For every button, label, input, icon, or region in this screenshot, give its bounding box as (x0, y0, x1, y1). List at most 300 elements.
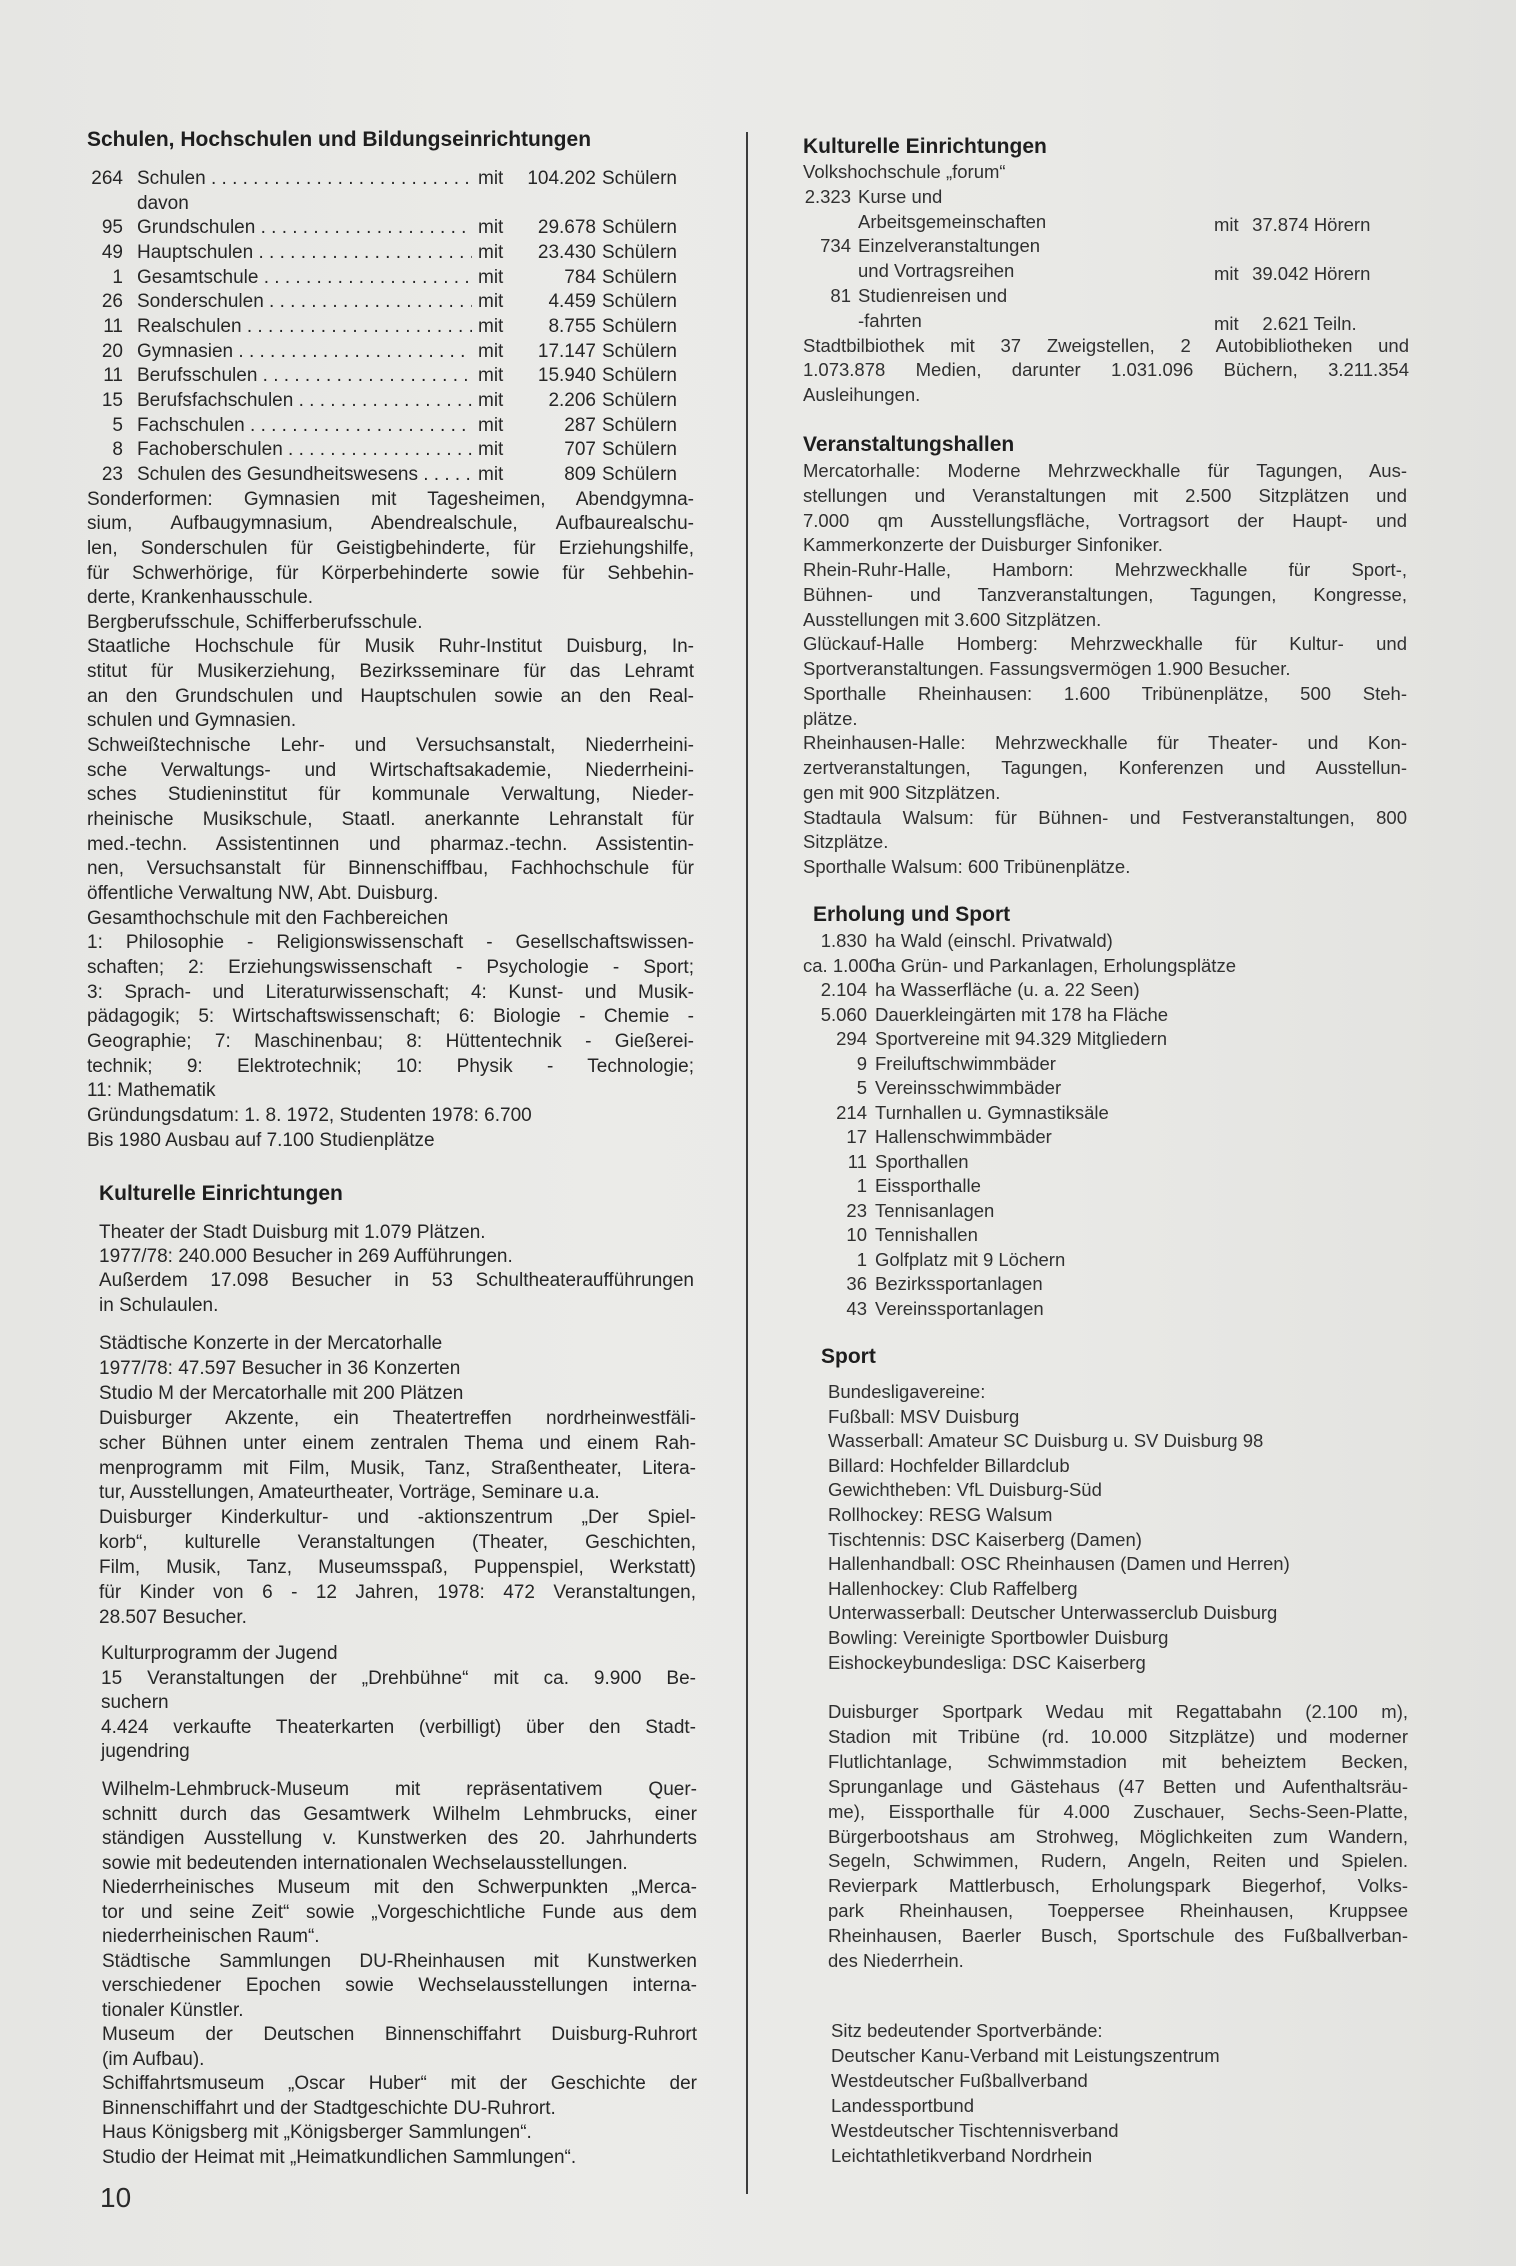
unit-label: Schülern (602, 315, 677, 337)
recreation-count: 214 (836, 1101, 867, 1123)
text-line: Film, Musik, Tanz, Museumsspaß, Puppenspiel, Werkstatt) (99, 1557, 696, 1579)
recreation-label: Sporthallen (875, 1150, 969, 1172)
text-line: Städtische Konzerte in der Mercatorhalle (99, 1333, 443, 1354)
text-line: Stadtaula Walsum: für Bühnen- und Festveranstaltungen, 800 (803, 806, 1407, 828)
school-row (87, 463, 694, 488)
paragraph (803, 731, 1407, 805)
recreation-item (803, 1272, 1407, 1297)
text-line: suchern (101, 1692, 169, 1714)
text-line: öffentliche Verwaltung NW, Abt. Duisburg. (87, 883, 439, 905)
text-line: tur, Ausstellungen, Amateurtheater, Vorträge, Seminare u.a. (99, 1482, 600, 1504)
paragraph (87, 635, 694, 734)
section-heading-recreation: Erholung und Sport (813, 903, 1011, 926)
text-line: Gründungsdatum: 1. 8. 1972, Studenten 1978: 6.700 (87, 1104, 532, 1126)
recreation-item (803, 1223, 1407, 1248)
paragraph (803, 682, 1407, 732)
text-line: Duisburger Akzente, ein Theatertreffen nordrheinwestfäli- (99, 1407, 696, 1429)
mit-label: mit (478, 168, 504, 189)
student-count: 8.755 (548, 315, 596, 337)
text-line: Sitzplätze. (803, 831, 889, 853)
text-line: zertveranstaltungen, Tagungen, Konferenzen und Ausstellun- (803, 757, 1407, 778)
vhs-unit: Hörern (1313, 213, 1371, 235)
text-line: schnitt durch das Gesamtwerk Wilhelm Lehmbrucks, einer (102, 1803, 697, 1825)
vhs-block (803, 160, 1409, 408)
paragraph (803, 558, 1407, 632)
school-row (87, 389, 694, 414)
text-line: Wasserball: Amateur SC Duisburg u. SV Duisburg 98 (828, 1430, 1264, 1452)
text-line: verschiedener Epochen sowie Wechselausstellungen interna- (102, 1975, 697, 1996)
recreation-label: Tennishallen (875, 1224, 978, 1245)
recreation-label: Tennisanlagen (875, 1199, 995, 1221)
text-line: Städtische Sammlungen DU-Rheinhausen mit Kunstwerken (102, 1950, 697, 1972)
unit-label: Schülern (602, 340, 677, 362)
page-number: 10 (100, 2182, 132, 2213)
school-row (87, 340, 694, 365)
paragraph (803, 459, 1407, 558)
text-line: 1977/78: 240.000 Besucher in 269 Aufführungen. (99, 1246, 513, 1268)
text-line: Hallenhandball: OSC Rheinhausen (Damen und Herren) (828, 1553, 1290, 1575)
text-line: Bühnen- und Tanzveranstaltungen, Tagungen, Kongresse, (803, 583, 1407, 605)
text-line: 1: Philosophie - Religionswissenschaft - Gesellschaftswissen- (87, 932, 694, 954)
recreation-item (803, 1297, 1407, 1322)
text-line: Ausstellungen mit 3.600 Sitzplätzen. (803, 608, 1102, 630)
text-line: Stadion mit Tribüne (rd. 10.000 Sitzplätze) und moderner (828, 1725, 1408, 1747)
text-line: 1.073.878 Medien, darunter 1.031.096 Büchern, 3.211.354 (803, 359, 1409, 381)
vhs-unit: Hörern (1313, 263, 1371, 285)
paragraph (101, 1642, 696, 1667)
paragraph (87, 907, 694, 932)
text-line: med.-techn. Assistentinnen und pharmaz.-techn. Assistentin- (87, 833, 694, 855)
text-line: für Kinder von 6 - 12 Jahren, 1978: 472 Veranstaltungen, (99, 1582, 696, 1604)
text-line: schaften; 2: Erziehungswissenschaft - Psychologie - Sport; (87, 957, 694, 978)
text-line: Sprunganlage und Gästehaus (47 Betten und Aufenthaltsräu- (828, 1775, 1408, 1797)
recreation-count: 23 (846, 1199, 867, 1221)
text-line: jugendring (101, 1741, 190, 1763)
text-line: 11: Mathematik (87, 1080, 216, 1102)
recreation-count: 2.104 (820, 979, 867, 1000)
text-line: Glückauf-Halle Homberg: Mehrzweckhalle für Kultur- und (803, 633, 1407, 655)
clubs-block (828, 1380, 1408, 1675)
text-line: pädagogik; 5: Wirtschaftswissenschaft; 6: Biologie - Chemie - (87, 1006, 694, 1028)
school-count: 23 (101, 463, 123, 485)
text-line: 1977/78: 47.597 Besucher in 36 Konzerten (99, 1357, 461, 1379)
recreation-item (803, 978, 1407, 1003)
school-type: Realschulen . . . (123, 315, 472, 340)
text-line: sowie mit bedeutenden internationalen Wechselausstellungen. (102, 1852, 628, 1874)
school-count: 264 (91, 168, 123, 189)
paragraph (831, 2043, 1407, 2068)
text-line: Hallenhockey: Club Raffelberg (828, 1577, 1078, 1599)
schools-section (87, 167, 694, 1153)
text-line: Bowling: Vereinigte Sportbowler Duisburg (828, 1626, 1169, 1648)
unit-label: Schülern (602, 266, 677, 288)
text-line: korb“, kulturelle Veranstaltungen (Theater, Geschichten, (99, 1532, 696, 1554)
section-heading-schools: Schulen, Hochschulen und Bildungseinrichtungen (87, 128, 592, 151)
text-line: Schiffahrtsmuseum „Oscar Huber“ mit der Geschichte der (102, 2073, 697, 2094)
text-line: scher Bühnen unter einem zentralen Thema und einem Rah- (99, 1432, 696, 1454)
text-line: rheinische Musikschule, Staatl. anerkannte Lehranstalt für (87, 809, 694, 831)
text-line: plätze. (803, 707, 858, 729)
school-type: Gymnasien . . . (123, 340, 472, 365)
text-line: 15 Veranstaltungen der „Drehbühne“ mit ca. 9.900 Be- (101, 1667, 696, 1689)
text-line: 7.000 qm Ausstellungsfläche, Vortragsort der Haupt- und (803, 509, 1407, 531)
text-line: Binnenschiffahrt und der Stadtgeschichte DU-Ruhrort. (102, 2097, 556, 2119)
vhs-unit: Teiln. (1313, 312, 1357, 334)
vhs-count: 81 (830, 284, 851, 306)
text-line: Sonderformen: Gymnasien mit Tagesheimen, Abendgymna- (87, 488, 694, 510)
paragraph (87, 611, 694, 636)
school-row (87, 438, 694, 463)
paragraph (101, 1667, 696, 1716)
recreation-count: 294 (836, 1028, 867, 1049)
text-line: Segeln, Schwimmen, Rudern, Angeln, Reiten und Spielen. (828, 1850, 1408, 1872)
text-line: Schweißtechnische Lehr- und Versuchsanstalt, Niederrheini- (87, 735, 694, 757)
vhs-row (803, 234, 1409, 284)
text-line: Rheinhausen-Halle: Mehrzweckhalle für Theater- und Kon- (803, 732, 1407, 754)
school-type: Hauptschulen . . . (123, 241, 472, 266)
paragraph (87, 931, 694, 1104)
recreation-label: Hallenschwimmbäder (875, 1126, 1052, 1147)
vhs-count: 734 (820, 235, 851, 257)
federations-block (831, 2018, 1407, 2168)
student-count: 23.430 (537, 241, 596, 263)
paragraph (87, 734, 694, 907)
unit-label: Schülern (602, 414, 677, 436)
davon-label: davon (137, 192, 189, 214)
museums-block (102, 1778, 697, 2170)
paragraph (102, 2072, 697, 2121)
unit-label: Schülern (602, 365, 677, 387)
mit-label: mit (478, 217, 504, 239)
paragraph (828, 1478, 1408, 1503)
text-line: an den Grundschulen und Hauptschulen sowie an den Real- (87, 685, 694, 707)
mit-label: mit (478, 266, 504, 288)
school-type: Sonderschulen . . . (123, 290, 472, 315)
paragraph (803, 855, 1407, 880)
paragraph (102, 1950, 697, 2024)
student-count: 287 (564, 414, 596, 436)
recreation-item (803, 1003, 1407, 1028)
school-count: 8 (112, 439, 123, 461)
mit-label: mit (478, 340, 504, 362)
mit-label: mit (1214, 312, 1239, 334)
school-type: Schulen . . . (123, 167, 472, 192)
recreation-count: 5.060 (820, 1003, 867, 1025)
text-line: Studio M der Mercatorhalle mit 200 Plätzen (99, 1382, 464, 1404)
paragraph (87, 488, 694, 611)
paragraph (831, 2093, 1407, 2118)
unit-label: Schülern (602, 217, 677, 239)
text-line: Leichtathletikverband Nordrhein (831, 2145, 1093, 2166)
vhs-label: Kurse und (858, 185, 943, 207)
text-line: len, Sonderschulen für Geistigbehinderte, für Erziehungshilfe, (87, 537, 694, 559)
sportpark-block (828, 1700, 1408, 1974)
paragraph (102, 1778, 697, 1876)
recreation-count: 1 (856, 1248, 867, 1270)
recreation-count: 43 (846, 1297, 867, 1319)
recreation-label: Sportvereine mit 94.329 Mitgliedern (875, 1028, 1168, 1049)
text-line: Bundesligavereine: (828, 1381, 986, 1402)
paragraph (99, 1245, 694, 1269)
school-row (87, 266, 694, 291)
paragraph (828, 1700, 1408, 1974)
paragraph (828, 1577, 1408, 1602)
paragraph (99, 1382, 696, 1407)
text-line: sche Verwaltungs- und Wirtschaftsakademie, Niederrheini- (87, 759, 694, 781)
mit-label: mit (478, 389, 504, 411)
recreation-label: Turnhallen u. Gymnastiksäle (875, 1101, 1109, 1123)
text-line: Westdeutscher Tischtennisverband (831, 2120, 1119, 2141)
paragraph (87, 1104, 694, 1129)
paragraph (831, 2068, 1407, 2093)
text-line: Ausleihungen. (803, 384, 921, 406)
recreation-label: ha Grün- und Parkanlagen, Erholungsplätze (875, 954, 1236, 976)
text-line: Rhein-Ruhr-Halle, Hamborn: Mehrzweckhalle für Sport-, (803, 559, 1407, 580)
text-line: sium, Aufbaugymnasium, Abendrealschule, Aufbaurealschu- (87, 513, 694, 535)
paragraph (102, 2023, 697, 2072)
vhs-label-continued: -fahrten (858, 309, 922, 331)
paragraph (99, 1506, 696, 1631)
text-line: Wilhelm-Lehmbruck-Museum mit repräsentativem Quer- (102, 1779, 697, 1800)
paragraph (803, 806, 1407, 856)
school-count: 15 (101, 389, 123, 411)
text-line: Kammerkonzerte der Duisburger Sinfoniker. (803, 534, 1163, 556)
text-line: Geographie; 7: Maschinenbau; 8: Hüttentechnik - Gießerei- (87, 1030, 694, 1052)
student-count: 784 (564, 266, 596, 288)
school-type: Fachschulen . . . (123, 414, 472, 439)
school-row (87, 167, 694, 192)
school-count: 11 (103, 315, 123, 337)
paragraph (828, 1503, 1408, 1528)
unit-label: Schülern (602, 463, 677, 485)
recreation-count: 9 (856, 1052, 867, 1074)
text-line: Niederrheinisches Museum mit den Schwerpunkten „Merca- (102, 1877, 697, 1898)
recreation-count: 11 (847, 1150, 867, 1172)
text-line: Staatliche Hochschule für Musik Ruhr-Institut Duisburg, In- (87, 636, 694, 658)
school-type: Grundschulen . . . (123, 216, 472, 241)
paragraph (828, 1429, 1408, 1454)
recreation-item (803, 954, 1407, 979)
recreation-item (803, 1174, 1407, 1199)
text-line: nen, Versuchsanstalt für Binnenschiffbau, Fachhochschule für (87, 858, 694, 880)
vhs-row (803, 185, 1409, 235)
youth-program-block (101, 1642, 696, 1765)
student-count: 2.206 (548, 389, 596, 411)
unit-label: Schülern (602, 168, 677, 189)
text-line: in Schulaulen. (99, 1294, 219, 1316)
text-line: Fußball: MSV Duisburg (828, 1405, 1020, 1427)
paragraph (102, 1876, 697, 1950)
text-line: Unterwasserball: Deutscher Unterwasserclub Duisburg (828, 1602, 1278, 1624)
recreation-label: Freiluftschwimmbäder (875, 1052, 1056, 1074)
vhs-label: Einzelveranstaltungen (858, 235, 1041, 257)
school-row (87, 364, 694, 389)
recreation-count: 5 (856, 1077, 867, 1098)
mit-label: mit (478, 365, 504, 387)
column-divider (746, 132, 748, 2194)
text-line: Duisburger Sportpark Wedau mit Regattabahn (2.100 m), (828, 1701, 1408, 1722)
text-line: Sitz bedeutender Sportverbände: (831, 2020, 1103, 2041)
paragraph (828, 1552, 1408, 1577)
paragraph (828, 1626, 1408, 1651)
schools-table (87, 167, 694, 488)
text-line: Tischtennis: DSC Kaiserberg (Damen) (828, 1528, 1142, 1550)
paragraph (99, 1221, 694, 1245)
recreation-label: Dauerkleingärten mit 178 ha Fläche (875, 1003, 1169, 1025)
mit-label: mit (478, 315, 504, 337)
text-line: sches Studieninstitut für kommunale Verwaltung, Nieder- (87, 784, 694, 806)
school-type: Berufsfachschulen . . . (123, 389, 472, 414)
paragraph (101, 1716, 696, 1765)
mit-label: mit (478, 241, 504, 263)
text-line: 28.507 Besucher. (99, 1606, 247, 1628)
text-line: für Schwerhörige, für Körperbehinderte sowie für Sehbehin- (87, 562, 694, 584)
school-type: Schulen des Gesundheitswesens . . . (123, 463, 472, 488)
recreation-label: Bezirkssportanlagen (875, 1273, 1043, 1294)
text-line: Stadtbilbiothek mit 37 Zweigstellen, 2 Autobibliotheken und (803, 334, 1409, 356)
vhs-count: 2.323 (804, 185, 851, 207)
mit-label: mit (478, 291, 504, 313)
text-line: Bürgerbootshaus am Strohweg, Möglichkeiten zum Wandern, (828, 1825, 1408, 1847)
library-paragraph (803, 334, 1409, 408)
paragraph (99, 1269, 694, 1317)
school-count: 1 (112, 266, 123, 288)
unit-label: Schülern (602, 241, 677, 263)
text-line: Sporthalle Walsum: 600 Tribünenplätze. (803, 856, 1131, 877)
text-line: Bis 1980 Ausbau auf 7.100 Studienplätze (87, 1129, 435, 1151)
text-line: stellungen und Veranstaltungen mit 2.500 Sitzplätzen und (803, 484, 1407, 506)
school-count: 49 (101, 241, 123, 263)
text-line: ständigen Ausstellung v. Kunstwerken des 20. Jahrhunderts (102, 1828, 697, 1849)
student-count: 809 (564, 463, 596, 485)
recreation-count: ca. 1.000 (803, 954, 880, 976)
unit-label: Schülern (602, 439, 677, 461)
unit-label: Schülern (602, 291, 677, 313)
text-line: Bergberufsschule, Schifferberufsschule. (87, 611, 423, 633)
text-line: Studio der Heimat mit „Heimatkundlichen Sammlungen“. (102, 2146, 577, 2168)
paragraph (803, 632, 1407, 682)
recreation-item (803, 1076, 1407, 1101)
paragraph (102, 2146, 697, 2171)
school-count: 5 (112, 414, 123, 436)
school-row (87, 241, 694, 266)
recreation-label: ha Wald (einschl. Privatwald) (875, 930, 1113, 951)
text-line: stitut für Musikerziehung, Bezirksseminare für das Lehramt (87, 661, 694, 683)
recreation-list (803, 929, 1407, 1321)
paragraph (828, 1528, 1408, 1553)
unit-label: Schülern (602, 389, 677, 411)
text-line: Revierpark Mattlerbusch, Erholungspark Biegerhof, Volks- (828, 1875, 1408, 1897)
section-heading-culture-left: Kulturelle Einrichtungen (99, 1182, 343, 1205)
text-line: schulen und Gymnasien. (87, 710, 297, 732)
text-line: Museum der Deutschen Binnenschiffahrt Duisburg-Ruhrort (102, 2024, 697, 2045)
text-line: Rollhockey: RESG Walsum (828, 1503, 1053, 1525)
mit-label: mit (1214, 263, 1239, 285)
vhs-row (803, 284, 1409, 334)
text-line: technik; 9: Elektrotechnik; 10: Physik - Technologie; (87, 1055, 694, 1077)
text-line: Westdeutscher Fußballverband (831, 2070, 1088, 2091)
theater-block (99, 1221, 694, 1318)
student-count: 104.202 (527, 168, 596, 189)
recreation-item (803, 929, 1407, 954)
text-line: 3: Sprach- und Literaturwissenschaft; 4: Kunst- und Musik- (87, 981, 694, 1003)
school-row (87, 216, 694, 241)
school-count: 95 (101, 217, 123, 239)
vhs-value: 39.042 (1252, 263, 1309, 285)
section-heading-culture-right: Kulturelle Einrichtungen (803, 135, 1047, 158)
text-line: gen mit 900 Sitzplätzen. (803, 781, 1001, 803)
paragraph (102, 2121, 697, 2146)
school-type: Fachoberschulen . . . (123, 438, 472, 463)
recreation-label: ha Wasserfläche (u. a. 22 Seen) (875, 979, 1140, 1000)
recreation-count: 1.830 (820, 930, 867, 951)
school-type: Berufsschulen . . . (123, 364, 472, 389)
text-line: Duisburger Kinderkultur- und -aktionszentrum „Der Spiel- (99, 1507, 696, 1529)
paragraph (828, 1405, 1408, 1430)
text-line: niederrheinischen Raum“. (102, 1926, 320, 1947)
paragraph (99, 1407, 696, 1507)
recreation-count: 1 (856, 1175, 867, 1196)
vhs-value: 37.874 (1252, 213, 1309, 235)
text-line: park Rheinhausen, Toeppersee Rheinhausen, Kruppsee (828, 1900, 1408, 1922)
vhs-label: Studienreisen und (858, 284, 1008, 306)
vhs-label-continued: Arbeitsgemeinschaften (858, 210, 1047, 232)
mit-label: mit (1214, 213, 1239, 235)
concerts-block (99, 1332, 696, 1631)
recreation-count: 17 (846, 1126, 867, 1147)
recreation-count: 36 (846, 1273, 867, 1294)
section-heading-sport: Sport (821, 1345, 876, 1368)
text-line: des Niederrhein. (828, 1950, 964, 1972)
recreation-item (803, 1125, 1407, 1150)
paragraph (99, 1332, 696, 1357)
paragraph (831, 2143, 1407, 2168)
school-count: 20 (101, 340, 123, 362)
vhs-title: Volkshochschule „forum“ (803, 161, 1006, 182)
mit-label: mit (478, 463, 504, 485)
text-line: Gesamthochschule mit den Fachbereichen (87, 907, 449, 929)
text-line: Rheinhausen, Baerler Busch, Sportschule des Fußballverban- (828, 1925, 1408, 1947)
recreation-label: Golfplatz mit 9 Löchern (875, 1248, 1066, 1270)
paragraph (828, 1601, 1408, 1626)
student-count: 17.147 (537, 340, 596, 362)
text-line: Sporthalle Rheinhausen: 1.600 Tribünenplätze, 500 Steh- (803, 682, 1407, 704)
halls-block (803, 459, 1407, 880)
school-row (87, 315, 694, 340)
student-count: 15.940 (537, 365, 596, 387)
text-line: Sportveranstaltungen. Fassungsvermögen 1.900 Besucher. (803, 658, 1291, 679)
text-line: Billard: Hochfelder Billardclub (828, 1454, 1070, 1476)
recreation-count: 10 (846, 1224, 867, 1245)
text-line: 4.424 verkaufte Theaterkarten (verbilligt) über den Stadt- (101, 1716, 696, 1738)
text-line: menprogramm mit Film, Musik, Tanz, Straßentheater, Litera- (99, 1457, 696, 1479)
recreation-item (803, 1150, 1407, 1175)
text-line: me), Eissporthalle für 4.000 Zuschauer, Sechs-Seen-Platte, (828, 1800, 1408, 1822)
paragraph (828, 1651, 1408, 1676)
student-count: 4.459 (548, 291, 596, 313)
recreation-item (803, 1052, 1407, 1077)
text-line: Flutlichtanlage, Schwimmstadion mit beheiztem Becken, (828, 1750, 1408, 1772)
recreation-label: Vereinssportanlagen (875, 1297, 1044, 1319)
recreation-label: Eissporthalle (875, 1175, 981, 1196)
text-line: Landessportbund (831, 2095, 974, 2116)
text-line: (im Aufbau). (102, 2048, 205, 2070)
section-heading-halls: Veranstaltungshallen (803, 433, 1015, 456)
text-line: Kulturprogramm der Jugend (101, 1643, 338, 1664)
paragraph (828, 1380, 1408, 1405)
education-paragraphs (87, 488, 694, 1154)
student-count: 29.678 (537, 217, 596, 239)
